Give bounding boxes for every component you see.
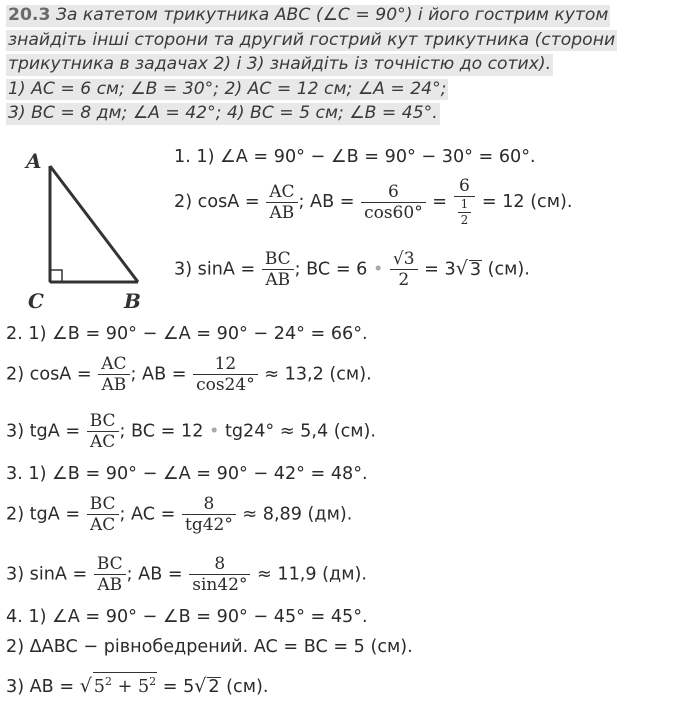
s2-line-3: 3) tgA = $\frac{BC}{AC}$ ; BC = 12 • tg24° ≈ 5,4 (см). <box>6 411 376 452</box>
s1-line-2: 2) cosA = $\frac{AC}{AB}$ ; AB = $\frac{6}{\cos 60^\circ}$ = $\frac{6}{\frac{1}{2}}$ = 12 (см). <box>174 176 573 227</box>
s4-line-1: 4. 1) ∠A = 90° − ∠B = 90° − 45° = 45°. <box>6 607 368 627</box>
s3-line-2: 2) tgA = $\frac{BC}{AC}$ ; AC = $\frac{8}{tg42^\circ}$ ≈ 8,89 (дм). <box>6 494 353 535</box>
problem-line-2: знайдіть інші сторони та другий гострий кут трикутника (сторони <box>8 29 616 50</box>
vertex-label-a: A <box>26 149 42 173</box>
sqrt-sign: √ <box>194 674 207 697</box>
fraction: $\frac{8}{\sin 42^\circ}$ <box>189 554 250 595</box>
s3-line-3: 3) sinA = $\frac{BC}{AB}$ ; AB = $\frac{8}{\sin 42^\circ}$ ≈ 11,9 (дм). <box>6 554 367 595</box>
radicand: $5^2 + 5^2$ <box>93 672 157 696</box>
fraction: $\frac{BC}{AC}$ <box>87 411 119 452</box>
fraction: $\frac{6}{\cos 60^\circ}$ <box>361 182 426 223</box>
radicand: 3 <box>469 259 482 280</box>
problem-number: 20.3 <box>8 5 51 25</box>
s4-line-3: 3) AB = √ $5^2 + 5^2 = 5√$ 2 (см). <box>6 672 268 698</box>
fraction: $\frac{12}{\cos 24^\circ}$ <box>193 354 258 395</box>
fraction: $\frac{AC}{AB}$ <box>98 354 129 395</box>
fraction: $\frac{BC}{AB}$ <box>262 249 294 290</box>
multiply-dot: • <box>209 421 220 442</box>
s2-line-2: 2) cosA = $\frac{AC}{AB}$ ; AB = $\frac{12}{\cos 24^\circ}$ ≈ 13,2 (см). <box>6 354 372 395</box>
problem-line-3: трикутника в задачах 2) і 3) знайдіть із точністю до сотих). <box>8 54 552 75</box>
s2-line-1: 2. 1) ∠B = 90° − ∠A = 90° − 24° = 66°. <box>6 324 368 344</box>
radicand: 2 <box>208 676 220 697</box>
side-ab <box>50 166 138 282</box>
vertex-label-c: C <box>28 289 44 313</box>
s1-line-1: 1. 1) ∠A = 90° − ∠B = 90° − 30° = 60°. <box>174 147 536 167</box>
s1-line-3: 3) sinA = $\frac{BC}{AB}$ ; BC = 6 • $\frac{√3}{2}$ = 3√ 3 (см). <box>174 249 530 290</box>
vertex-label-b: B <box>124 289 141 313</box>
fraction: $\frac{BC}{AC}$ <box>87 494 119 535</box>
multiply-dot: • <box>372 259 384 280</box>
fraction: $\frac{1}{2}$ <box>458 197 472 228</box>
problem-line-4: 1) AC = 6 см; ∠B = 30°; 2) AC = 12 см; ∠A = 24°; <box>8 78 447 99</box>
fraction: $\frac{BC}{AB}$ <box>94 554 126 595</box>
sqrt-sign: √ <box>79 674 92 697</box>
fraction: $\frac{√3}{2}$ <box>390 249 418 290</box>
right-angle-mark <box>50 270 62 282</box>
problem-line-1: 20.3 За катетом трикутника ABC (∠C = 90°) і його гострим кутом <box>8 5 609 25</box>
fraction: $\frac{8}{tg42^\circ}$ <box>182 494 236 535</box>
problem-line-5: 3) BC = 8 дм; ∠A = 42°; 4) BC = 5 см; ∠B = 45°. <box>8 103 438 124</box>
right-triangle-figure <box>20 148 155 318</box>
problem-statement <box>6 5 686 128</box>
fraction: $\frac{6}{\frac{1}{2}}$ <box>454 176 476 228</box>
s3-line-1: 3. 1) ∠B = 90° − ∠A = 90° − 42° = 48°. <box>6 464 368 484</box>
s4-line-2: 2) ΔABC − рівнобедрений. AC = BC = 5 (см). <box>6 637 413 657</box>
sqrt-sign: √ <box>455 257 468 280</box>
fraction: $\frac{AC}{AB}$ <box>266 182 297 223</box>
